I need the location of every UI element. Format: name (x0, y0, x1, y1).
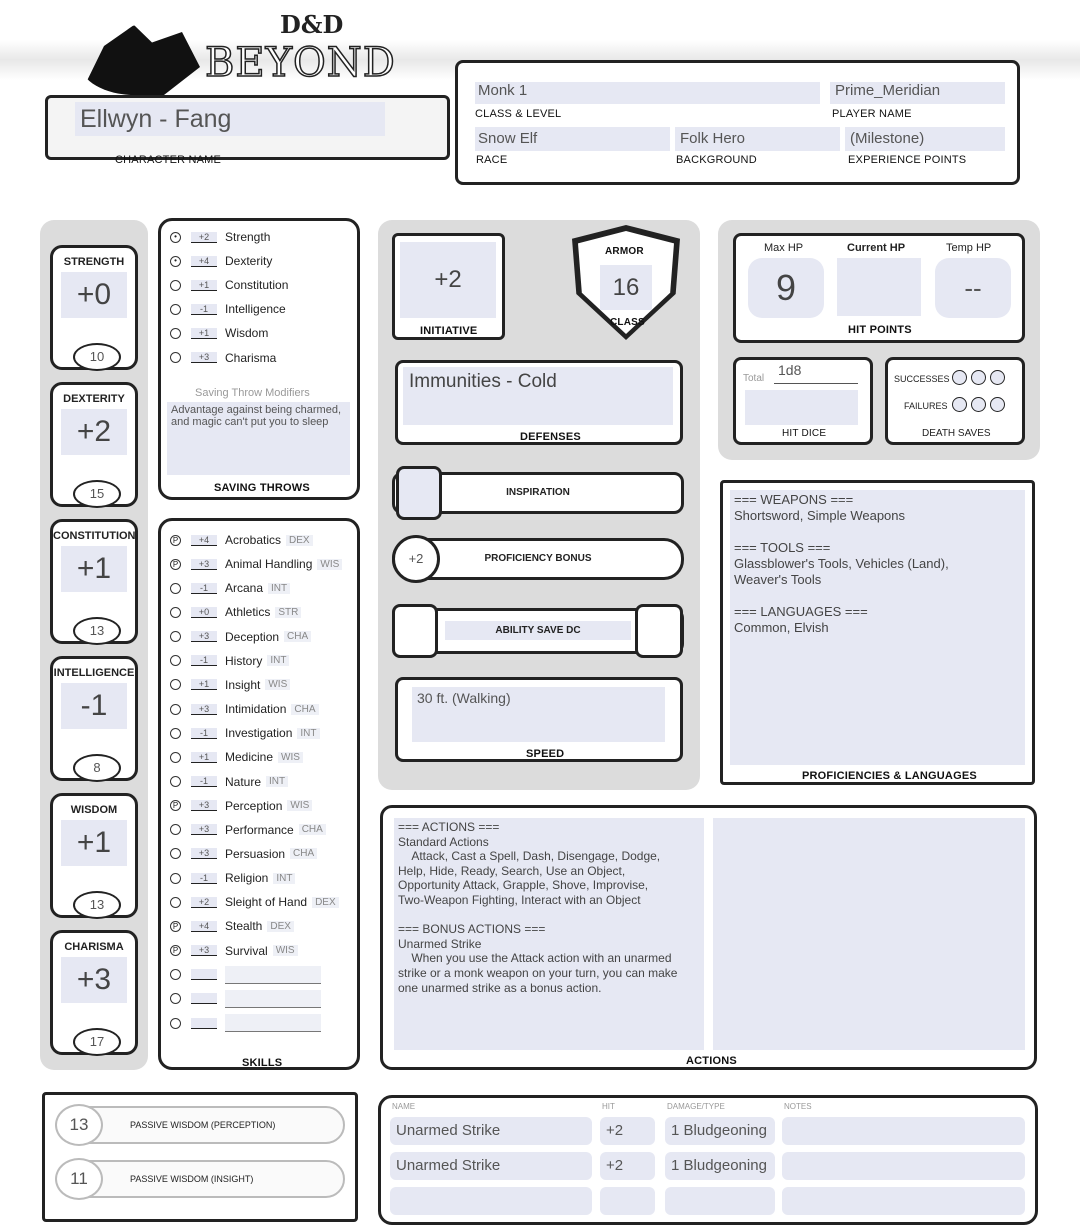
background-field[interactable]: Folk Hero (675, 127, 840, 151)
proficiency-radio[interactable]: P (170, 559, 181, 570)
attack-hit-field[interactable] (600, 1187, 655, 1215)
failure-checkbox[interactable] (971, 397, 986, 412)
skill-name: Stealth (225, 919, 263, 934)
skill-row (170, 578, 290, 598)
ability-name: CHARISMA (64, 941, 124, 953)
skill-row (170, 796, 312, 816)
ability-strength (50, 245, 138, 370)
ability-name: STRENGTH (63, 256, 125, 268)
skill-name: Medicine (225, 750, 274, 765)
hit-points-label: HIT POINTS (848, 324, 912, 336)
ability-save-dc-label: ABILITY SAVE DC (445, 621, 630, 640)
proficiency-radio[interactable]: • (170, 232, 181, 243)
skill-value[interactable]: +0 (191, 607, 217, 618)
skill-attribute: CHA (284, 631, 311, 642)
skill-row (170, 554, 342, 574)
inspiration-field[interactable] (396, 466, 442, 520)
skill-value[interactable]: +3 (191, 824, 217, 835)
ability-modifier[interactable]: +0 (61, 272, 127, 318)
ability-modifier[interactable]: -1 (61, 683, 127, 729)
defenses-field[interactable]: Immunities - Cold (403, 367, 673, 425)
saving-throw-name: Charisma (225, 350, 277, 365)
skill-attribute: WIS (317, 559, 342, 570)
saving-throw-modifiers-field[interactable]: Advantage against being charmed, and magic can't put you to sleep (167, 402, 350, 475)
skill-attribute: CHA (299, 824, 326, 835)
ability-score[interactable]: 8 (73, 754, 121, 782)
saving-throw-name: Dexterity (225, 254, 273, 269)
ability-constitution (50, 519, 138, 644)
skill-value[interactable]: +3 (191, 945, 217, 956)
saving-throw-name: Intelligence (225, 302, 286, 317)
skill-attribute: DEX (286, 535, 313, 546)
race-label: RACE (476, 154, 508, 166)
attack-hit-field[interactable]: +2 (600, 1117, 655, 1145)
initiative-label: INITIATIVE (420, 325, 478, 337)
skill-value[interactable]: +1 (191, 752, 217, 763)
saving-throw-value[interactable]: +1 (191, 328, 217, 339)
save-dc-left-cap (392, 604, 438, 658)
skill-name-field[interactable] (225, 1014, 321, 1032)
saving-throw-value[interactable]: +4 (191, 256, 217, 267)
actions-field-right[interactable] (713, 818, 1025, 1050)
custom-skill-row (170, 989, 321, 1009)
proficiency-radio[interactable] (170, 704, 181, 715)
experience-label: EXPERIENCE POINTS (848, 154, 967, 166)
ability-modifier[interactable]: +1 (61, 820, 127, 866)
proficiency-radio[interactable] (170, 607, 181, 618)
skill-name: Sleight of Hand (225, 895, 308, 910)
skill-row (170, 651, 289, 671)
passive-score-label: PASSIVE WISDOM (PERCEPTION) (130, 1120, 276, 1130)
death-saves-label: DEATH SAVES (922, 428, 991, 439)
ability-name: WISDOM (70, 804, 118, 816)
skill-attribute: WIS (287, 800, 312, 811)
passive-score-value[interactable]: 13 (55, 1104, 103, 1146)
skill-attribute: DEX (267, 921, 294, 932)
skill-name-field[interactable] (225, 966, 321, 984)
custom-skill-row (170, 1013, 321, 1033)
skill-attribute: CHA (291, 704, 318, 715)
skills-panel (158, 518, 360, 1070)
skill-attribute: INT (297, 728, 319, 739)
character-info-box (455, 60, 1020, 185)
skill-value[interactable]: +1 (191, 679, 217, 690)
attack-notes-field[interactable] (782, 1187, 1025, 1215)
success-checkbox[interactable] (952, 370, 967, 385)
max-hp-label: Max HP (764, 242, 804, 254)
attack-header: HIT (602, 1102, 615, 1111)
skill-name-field[interactable] (225, 990, 321, 1008)
logo-beyond: BEYOND (205, 40, 396, 86)
skill-name: Survival (225, 943, 268, 958)
skill-attribute: INT (268, 583, 290, 594)
ability-score[interactable]: 17 (73, 1028, 121, 1056)
ability-name: INTELLIGENCE (53, 667, 135, 679)
skill-name: Religion (225, 871, 269, 886)
death-saves-successes-label: SUCCESSES (894, 374, 950, 384)
skill-name: Persuasion (225, 846, 286, 861)
skill-value[interactable]: -1 (191, 583, 217, 594)
character-name-label: CHARACTER NAME (115, 154, 222, 166)
character-name-field[interactable]: Ellwyn - Fang (75, 102, 385, 136)
skill-row (170, 892, 339, 912)
skill-row (170, 627, 311, 647)
saving-throw-modifiers-label: Saving Throw Modifiers (195, 387, 310, 399)
ability-charisma (50, 930, 138, 1055)
inspiration-label: INSPIRATION (506, 487, 570, 498)
ability-name: CONSTITUTION (53, 530, 136, 542)
proficiency-radio[interactable]: P (170, 800, 181, 811)
ability-score[interactable]: 10 (73, 343, 121, 371)
proficiency-radio[interactable] (170, 897, 181, 908)
race-field[interactable]: Snow Elf (475, 127, 670, 151)
skill-name: Deception (225, 629, 280, 644)
skill-row (170, 723, 320, 743)
proficiency-radio[interactable] (170, 848, 181, 859)
saving-throw-value[interactable]: +1 (191, 280, 217, 291)
ability-score[interactable]: 13 (73, 617, 121, 645)
saving-throw-value[interactable]: -1 (191, 304, 217, 315)
ability-wisdom (50, 793, 138, 918)
skill-value[interactable]: +4 (191, 921, 217, 932)
proficiency-radio[interactable]: P (170, 921, 181, 932)
saving-throw-value[interactable]: +2 (191, 232, 217, 243)
ability-score[interactable]: 15 (73, 480, 121, 508)
skill-row (170, 772, 288, 792)
saving-throws-title: SAVING THROWS (214, 482, 310, 494)
proficiency-radio[interactable] (170, 631, 181, 642)
skill-name: Arcana (225, 581, 264, 596)
attack-notes-field[interactable] (782, 1117, 1025, 1145)
attack-name-field[interactable]: Unarmed Strike (390, 1117, 592, 1145)
skill-row (170, 602, 301, 622)
saving-throw-charisma (170, 348, 276, 368)
skill-value[interactable]: -1 (191, 873, 217, 884)
armor-class-field[interactable]: 16 (600, 265, 652, 310)
skill-value[interactable]: -1 (191, 728, 217, 739)
skill-value[interactable] (191, 1018, 217, 1029)
skill-attribute: INT (266, 776, 288, 787)
temp-hp-label: Temp HP (946, 242, 992, 254)
skill-name: Investigation (225, 726, 293, 741)
saving-throw-name: Constitution (225, 278, 289, 293)
skill-name: Animal Handling (225, 557, 313, 572)
player-name-field[interactable]: Prime_Meridian (830, 82, 1005, 104)
skill-value[interactable]: +3 (191, 631, 217, 642)
proficiency-radio[interactable] (170, 752, 181, 763)
skill-value[interactable]: +3 (191, 559, 217, 570)
max-hp-field[interactable]: 9 (748, 258, 824, 318)
proficiency-radio[interactable] (170, 655, 181, 666)
ability-modifier[interactable]: +2 (61, 409, 127, 455)
ability-dexterity (50, 382, 138, 507)
proficiency-radio[interactable] (170, 969, 181, 980)
hit-dice-total-label: Total (743, 373, 765, 384)
current-hp-label: Current HP (847, 242, 906, 254)
attack-name-field[interactable]: Unarmed Strike (390, 1152, 592, 1180)
failure-checkbox[interactable] (990, 397, 1005, 412)
skill-name: Intimidation (225, 702, 287, 717)
attack-name-field[interactable] (390, 1187, 592, 1215)
skill-row (170, 675, 290, 695)
attack-hit-field[interactable]: +2 (600, 1152, 655, 1180)
proficiency-radio[interactable]: P (170, 945, 181, 956)
attack-damage-field[interactable] (665, 1187, 775, 1215)
skill-attribute: DEX (312, 897, 339, 908)
skill-name: Acrobatics (225, 533, 282, 547)
skill-value[interactable]: -1 (191, 776, 217, 787)
skill-name: Insight (225, 677, 261, 692)
proficiency-radio[interactable] (170, 728, 181, 739)
skill-row (170, 868, 295, 888)
attack-header: NOTES (784, 1102, 812, 1111)
saving-throw-name: Strength (225, 230, 271, 244)
skill-value[interactable]: +2 (191, 897, 217, 908)
proficiency-radio[interactable] (170, 993, 181, 1004)
skill-value[interactable] (191, 993, 217, 1004)
proficiency-bonus-label: PROFICIENCY BONUS (484, 553, 592, 564)
speed-field[interactable]: 30 ft. (Walking) (412, 687, 665, 742)
skill-row (170, 844, 317, 864)
skill-row (170, 530, 313, 550)
skill-row (170, 699, 319, 719)
custom-skill-row (170, 965, 321, 985)
armor-class-label: CLASS (610, 317, 645, 328)
ability-modifier[interactable]: +1 (61, 546, 127, 592)
proficiency-radio[interactable] (170, 1018, 181, 1029)
proficiency-radio[interactable]: P (170, 535, 181, 546)
skill-value[interactable]: -1 (191, 655, 217, 666)
logo (80, 10, 420, 100)
attack-header: DAMAGE/TYPE (667, 1102, 725, 1111)
ability-intelligence (50, 656, 138, 781)
proficiency-radio[interactable] (170, 583, 181, 594)
skill-attribute: WIS (273, 945, 298, 956)
hit-dice-label: HIT DICE (782, 428, 827, 439)
saving-throw-strength (170, 227, 270, 247)
proficiency-radio[interactable] (170, 679, 181, 690)
attack-damage-field[interactable]: 1 Bludgeoning (665, 1152, 775, 1180)
saving-throw-name: Wisdom (225, 326, 269, 341)
skill-value[interactable] (191, 969, 217, 980)
proficiency-radio[interactable] (170, 776, 181, 787)
class-level-field[interactable]: Monk 1 (475, 82, 820, 104)
actions-label: ACTIONS (686, 1055, 737, 1067)
saving-throw-constitution (170, 275, 288, 295)
proficiency-radio[interactable] (170, 304, 181, 315)
initiative-field[interactable]: +2 (400, 242, 496, 318)
skill-attribute: INT (267, 655, 289, 666)
skills-title: SKILLS (242, 1057, 283, 1069)
temp-hp-field[interactable]: -- (935, 258, 1011, 318)
dragon-icon (80, 25, 200, 95)
success-checkbox[interactable] (990, 370, 1005, 385)
skill-value[interactable]: +3 (191, 848, 217, 859)
actions-field[interactable]: === ACTIONS === Standard Actions Attack, Cast a Spell, Dash, Disengage, Dodge, Help, Hide, Ready, Search, Use an Object, Opportunity Attack, Grapple, Shove, Improvise, Two-Weapon Fighting, Interact with an Object === BONUS ACTIONS === Unarmed Strike When you use the Attack action with an unarmed strike or a monk weapon on your turn, you can make one unarmed strike as a bonus action. (394, 818, 704, 1050)
success-checkbox[interactable] (971, 370, 986, 385)
speed-label: SPEED (526, 748, 565, 760)
logo-dnd: D&D (280, 10, 344, 39)
skill-name: History (225, 653, 263, 668)
background-label: BACKGROUND (676, 154, 757, 166)
attack-damage-field[interactable]: 1 Bludgeoning (665, 1117, 775, 1145)
skill-name: Performance (225, 822, 294, 837)
skill-row (170, 916, 294, 936)
skill-row (170, 747, 303, 767)
ability-modifier[interactable]: +3 (61, 957, 127, 1003)
skill-value[interactable]: +3 (191, 704, 217, 715)
skill-name: Nature (225, 774, 262, 789)
attack-notes-field[interactable] (782, 1152, 1025, 1180)
defenses-label: DEFENSES (520, 431, 581, 443)
saving-throw-value[interactable]: +3 (191, 352, 217, 363)
death-saves-failures-label: FAILURES (904, 401, 948, 411)
proficiency-bonus-field[interactable]: +2 (392, 535, 440, 583)
proficiency-radio[interactable] (170, 352, 181, 363)
skill-name: Perception (225, 798, 283, 813)
current-hp-field[interactable] (837, 258, 921, 316)
failure-checkbox[interactable] (952, 397, 967, 412)
skill-attribute: WIS (265, 679, 290, 690)
skill-name: Athletics (225, 605, 271, 620)
skill-value[interactable]: +3 (191, 800, 217, 811)
experience-field[interactable]: (Milestone) (845, 127, 1005, 151)
proficiencies-label: PROFICIENCIES & LANGUAGES (802, 770, 977, 782)
hit-dice-field[interactable] (745, 390, 858, 425)
save-dc-right-cap (635, 604, 683, 658)
saving-throw-wisdom (170, 323, 268, 343)
attack-header: NAME (392, 1102, 416, 1111)
saving-throw-dexterity (170, 251, 272, 271)
skill-attribute: STR (275, 607, 301, 618)
proficiencies-field[interactable]: === WEAPONS === Shortsword, Simple Weapons === TOOLS === Glassblower's Tools, Vehicles (Land), Weaver's Tools === LANGUAGES === Common, Elvish (730, 490, 1025, 765)
proficiency-radio[interactable] (170, 280, 181, 291)
proficiency-radio[interactable]: • (170, 256, 181, 267)
ability-score[interactable]: 13 (73, 891, 121, 919)
proficiency-radio[interactable] (170, 873, 181, 884)
player-name-label: PLAYER NAME (832, 108, 912, 120)
skill-attribute: WIS (278, 752, 303, 763)
armor-label: ARMOR (605, 246, 644, 257)
class-level-label: CLASS & LEVEL (475, 108, 562, 120)
proficiency-radio[interactable] (170, 328, 181, 339)
skill-row (170, 820, 326, 840)
skill-value[interactable]: +4 (191, 535, 217, 546)
skill-attribute: CHA (290, 848, 317, 859)
ability-name: DEXTERITY (63, 393, 125, 405)
passive-score-value[interactable]: 11 (55, 1158, 103, 1200)
skill-row (170, 941, 298, 961)
proficiency-radio[interactable] (170, 824, 181, 835)
skill-attribute: INT (273, 873, 295, 884)
passive-score-label: PASSIVE WISDOM (INSIGHT) (130, 1174, 254, 1184)
saving-throw-intelligence (170, 299, 286, 319)
hit-dice-total-field[interactable]: 1d8 (774, 362, 858, 384)
